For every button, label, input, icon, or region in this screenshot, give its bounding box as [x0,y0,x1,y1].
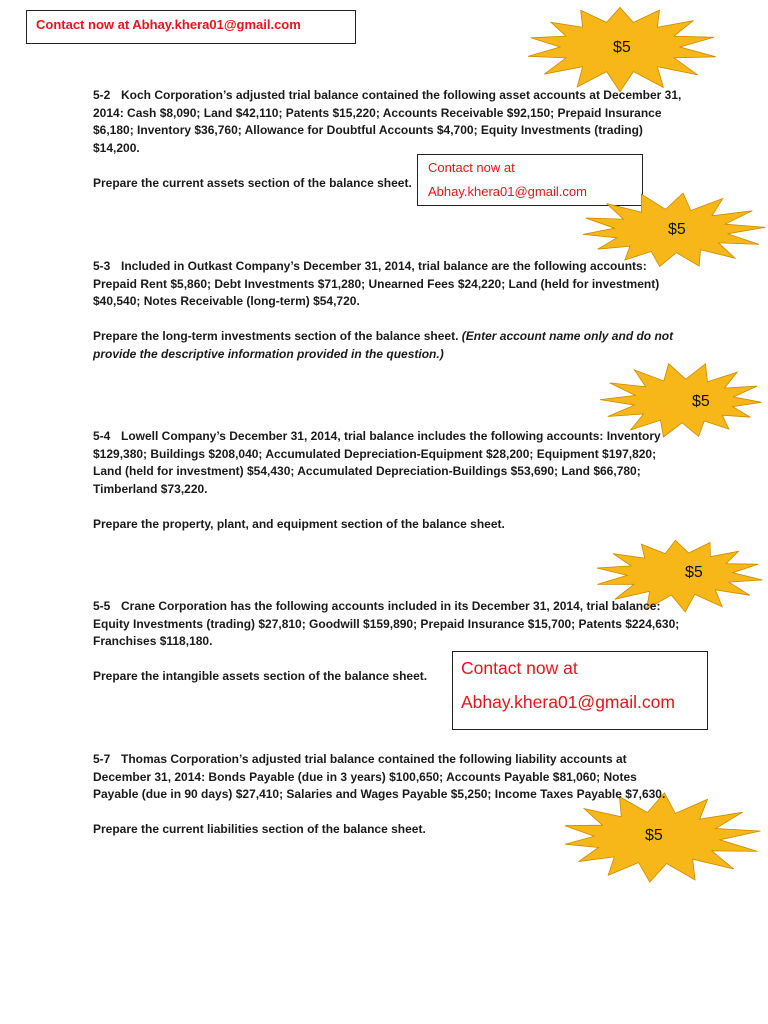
contact-banner-top: Contact now at Abhay.khera01@gmail.com [26,10,356,44]
price-label: $5 [645,827,663,844]
problem-5-3 [93,258,683,363]
problem-instruction: Prepare the current liabilities section of the balance sheet. [93,822,426,836]
price-label: $5 [692,393,710,410]
problem-5-4 [93,428,683,533]
problem-instruction: Prepare the intangible assets section of the balance sheet. [93,669,428,683]
problem-5-5 [93,598,683,686]
price-burst-icon [520,2,720,92]
problem-instruction: Prepare the property, plant, and equipment section of the balance sheet. [93,516,505,531]
contact-label: Contact now at [428,160,515,175]
problem-5-2 [93,87,683,192]
problem-instruction: Prepare the current assets section of the balance sheet. [93,175,412,190]
problem-number: 5-4 [93,429,111,443]
problem-text: Koch Corporation’s adjusted trial balance contained the following asset accounts at December 31, 2014: Cash $8,090; Land $42,110; Patents $15,220; Accounts Receivable $92,150; Prepaid Insurance $6,180; Inventory $36,760; Allowance for Doubtful Accounts $4,700; Equity Investments (trading) $14,200. [93,88,682,155]
problem-number: 5-3 [93,259,111,273]
price-label: $5 [613,39,631,56]
contact-email: Abhay.khera01@gmail.com [428,184,587,199]
starburst-polygon [600,364,761,437]
problem-number: 5-2 [93,88,111,102]
problem-number: 5-5 [93,599,111,613]
problem-number: 5-7 [93,752,111,766]
problem-text: Thomas Corporation’s adjusted trial balance contained the following liability accounts at December 31, 2014: Bonds Payable (due in 3 years) $100,650; Accounts Payable $81,060; Notes Payable (due in 90 days) $27,410; Salaries and Wages Payable $5,250; Income Taxes Payable $7,630. [93,752,666,801]
problem-text: Crane Corporation has the following accounts included in its December 31, 2014, trial balance: Equity Investments (trading) $27,810; Goodwill $159,890; Prepaid Insurance $15,700; Patents $224,630; Franchises $118,180. [93,599,680,648]
problem-5-7 [93,751,683,839]
contact-label: Contact now at [461,658,578,678]
price-label: $5 [668,221,686,238]
problem-instruction-note: (Enter account name only and do not provide the descriptive information provided in the question.) [93,329,674,361]
problem-text: Included in Outkast Company’s December 31, 2014, trial balance are the following accounts: Prepaid Rent $5,860; Debt Investments $71,280; Unearned Fees $24,220; Land (held for investment) $40,540; Notes Receivable (long-term) $54,720. [93,259,660,308]
problem-instruction: Prepare the long-term investments section of the balance sheet. [93,329,459,343]
price-label: $5 [685,564,703,581]
problem-text: Lowell Company’s December 31, 2014, trial balance includes the following accounts: Inventory $129,380; Buildings $208,040; Accumulated Depreciation-Equipment $28,200; Equipment $197,820; Land (held for investment) $54,430; Accumulated Depreciation-Buildings $53,690; Land $66,780; Timberland $73,220. [93,429,661,496]
contact-email: Abhay.khera01@gmail.com [461,692,675,712]
